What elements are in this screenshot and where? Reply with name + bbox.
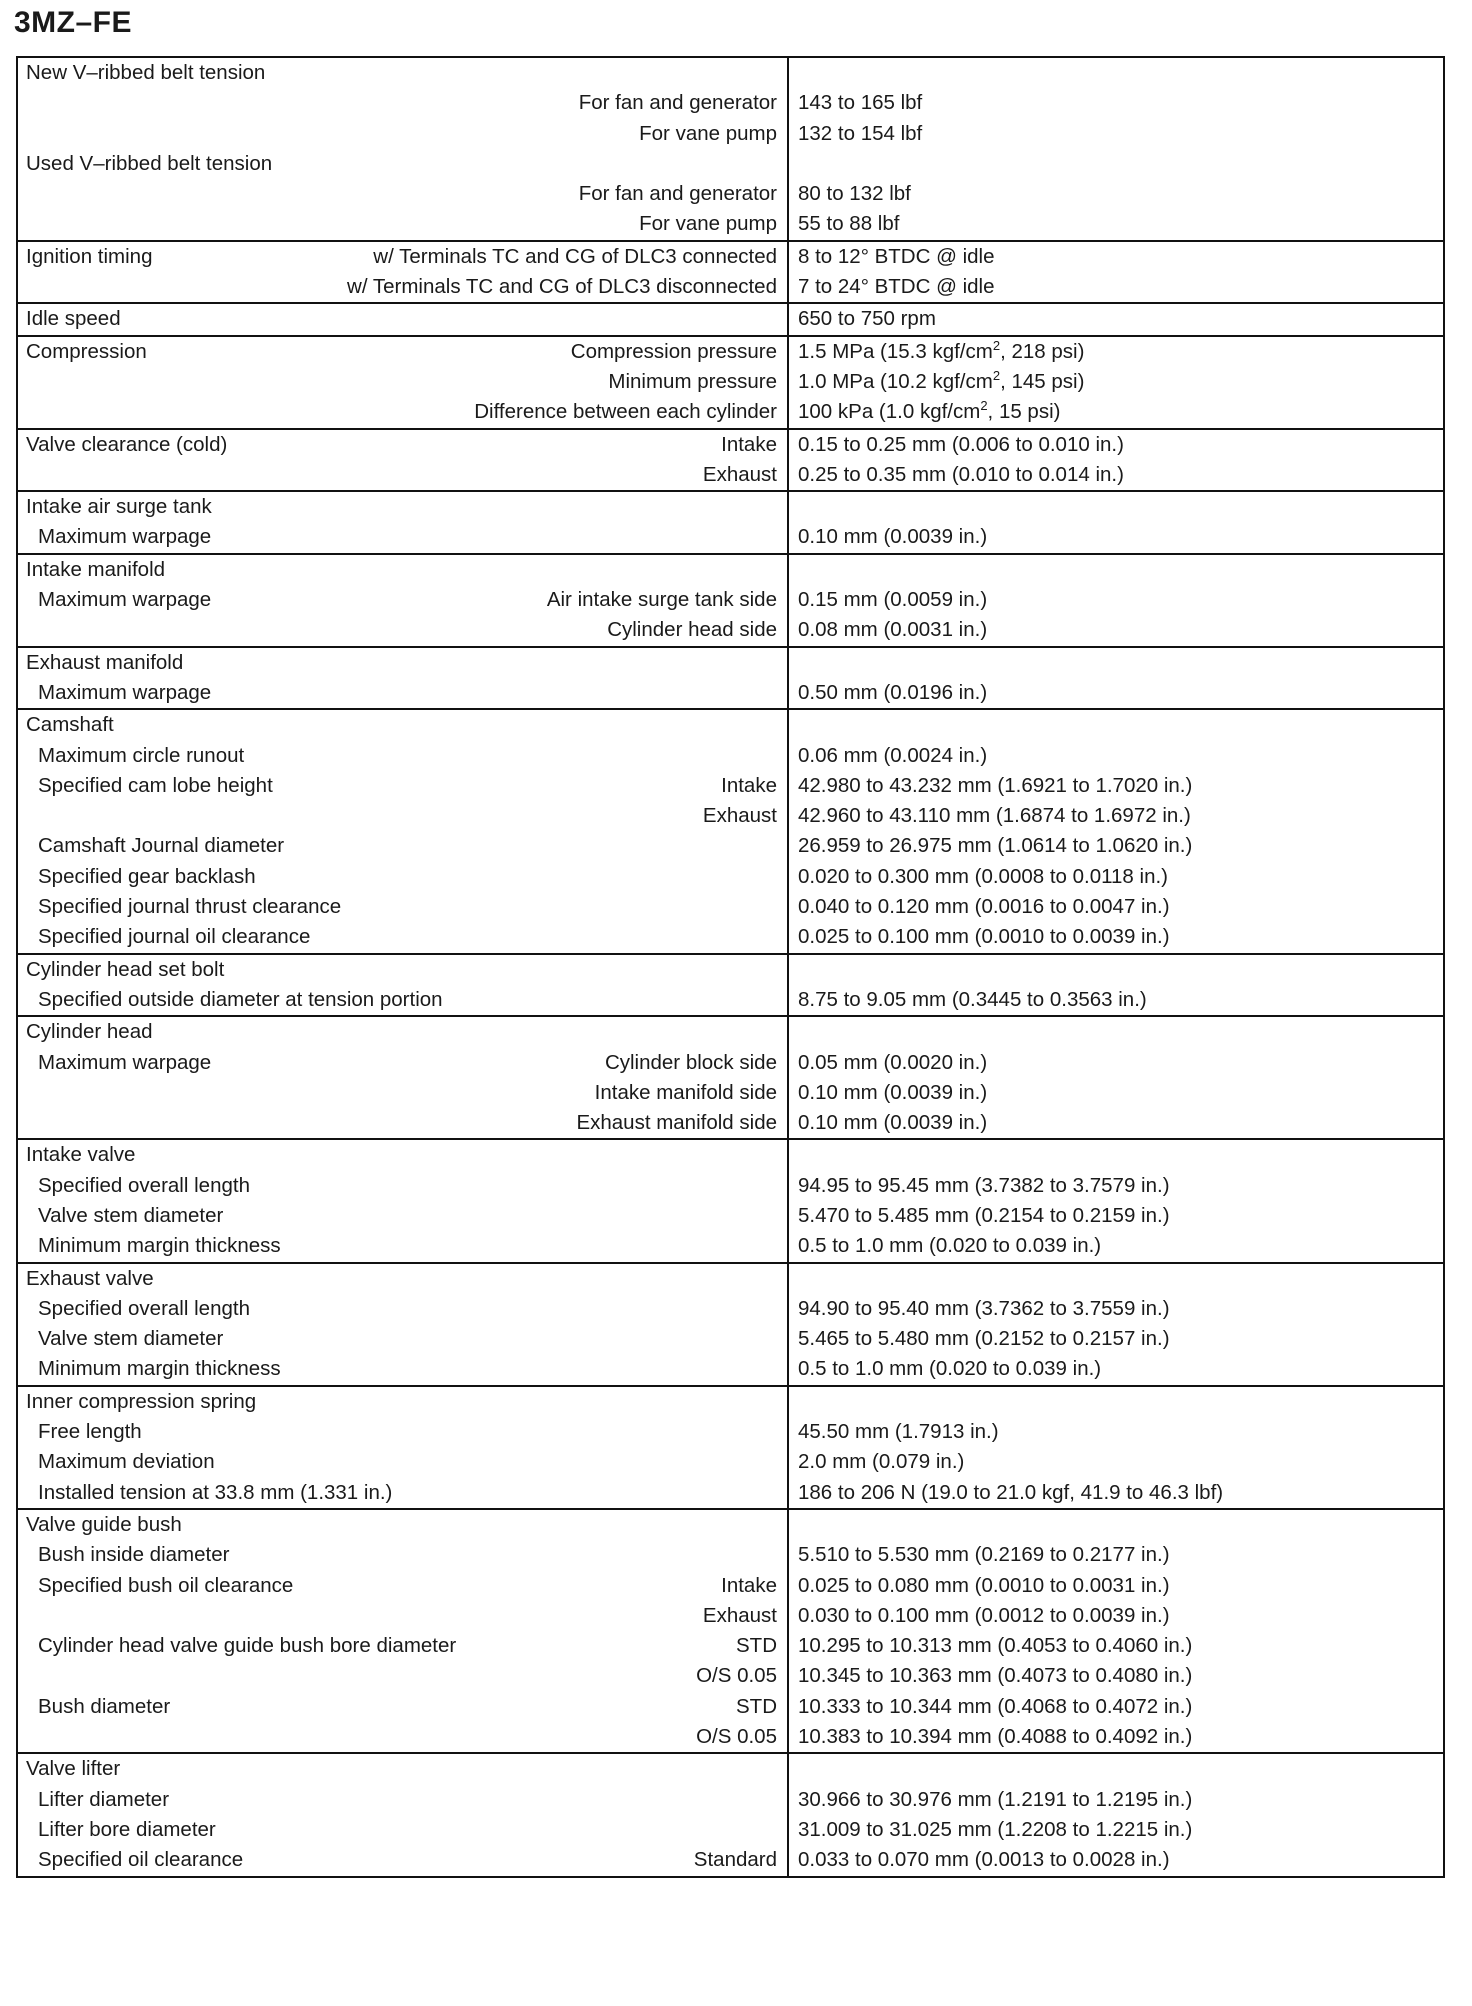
spec-label: Inner compression spring (26, 1389, 257, 1413)
spec-line (18, 522, 787, 552)
spec-group (17, 1139, 1444, 1262)
spec-value-line (789, 1171, 1443, 1201)
spec-label: Intake valve (26, 1143, 136, 1167)
spec-value: 0.50 mm (0.0196 in.) (798, 680, 988, 704)
spec-line (18, 1140, 787, 1170)
spec-value-line (789, 1294, 1443, 1324)
spec-line (18, 955, 787, 985)
spec-group (17, 1753, 1444, 1876)
spec-group (17, 57, 1444, 241)
spec-value-cell (788, 1753, 1444, 1876)
spec-label-cell (17, 491, 788, 554)
spec-value-line (789, 1324, 1443, 1354)
spec-value: 5.470 to 5.485 mm (0.2154 to 0.2159 in.) (798, 1203, 1170, 1227)
spec-condition: Cylinder head side (607, 618, 777, 642)
spec-line (18, 648, 787, 678)
spec-line (18, 1661, 787, 1691)
spec-value-line (789, 367, 1443, 397)
spec-group (17, 1509, 1444, 1753)
spec-line (18, 1387, 787, 1417)
spec-value-line (789, 1108, 1443, 1138)
spec-value: 7 to 24° BTDC @ idle (798, 275, 995, 299)
spec-value-line (789, 585, 1443, 615)
spec-value: 0.05 mm (0.0020 in.) (798, 1050, 988, 1074)
spec-label: Compression (26, 339, 147, 363)
spec-group (17, 709, 1444, 953)
spec-condition: Exhaust manifold side (576, 1111, 777, 1135)
spec-value-cell (788, 954, 1444, 1017)
spec-label-cell (17, 1753, 788, 1876)
spec-label: Valve guide bush (26, 1512, 182, 1536)
spec-value-line (789, 648, 1443, 678)
spec-value: 0.025 to 0.100 mm (0.0010 to 0.0039 in.) (798, 925, 1170, 949)
spec-label: Used V–ribbed belt tension (26, 151, 273, 175)
spec-line (18, 242, 787, 272)
spec-value-line (789, 1845, 1443, 1875)
spec-value: 42.960 to 43.110 mm (1.6874 to 1.6972 in.) (798, 804, 1191, 828)
spec-group (17, 1386, 1444, 1509)
spec-value-cell (788, 491, 1444, 554)
spec-line (18, 1571, 787, 1601)
spec-value-line (789, 430, 1443, 460)
spec-label: Valve lifter (26, 1757, 121, 1781)
spec-value: 186 to 206 N (19.0 to 21.0 kgf, 41.9 to 46.3 lbf) (798, 1480, 1224, 1504)
spec-value-line (789, 119, 1443, 149)
spec-value-cell (788, 709, 1444, 953)
spec-line (18, 1692, 787, 1722)
spec-value-line (789, 1661, 1443, 1691)
spec-line (18, 1201, 787, 1231)
spec-label-cell (17, 241, 788, 304)
spec-value: 10.295 to 10.313 mm (0.4053 to 0.4060 in.) (798, 1634, 1193, 1658)
spec-value-line (789, 1510, 1443, 1540)
spec-group (17, 1016, 1444, 1139)
spec-line (18, 1722, 787, 1752)
spec-line (18, 1108, 787, 1138)
spec-label-cell (17, 554, 788, 647)
spec-value-cell (788, 303, 1444, 335)
spec-label-cell (17, 954, 788, 1017)
spec-line (18, 397, 787, 427)
spec-line (18, 1785, 787, 1815)
spec-value-tail: , 218 psi) (1000, 339, 1085, 363)
spec-value: 0.025 to 0.080 mm (0.0010 to 0.0031 in.) (798, 1573, 1170, 1597)
spec-value-cell (788, 1509, 1444, 1753)
spec-value: 0.033 to 0.070 mm (0.0013 to 0.0028 in.) (798, 1848, 1170, 1872)
spec-value-line (789, 209, 1443, 239)
spec-value: 0.040 to 0.120 mm (0.0016 to 0.0047 in.) (798, 895, 1170, 919)
spec-value-cell (788, 429, 1444, 492)
spec-line (18, 585, 787, 615)
spec-label-cell (17, 1263, 788, 1386)
spec-condition: Intake (721, 1573, 777, 1597)
spec-condition: O/S 0.05 (696, 1725, 777, 1749)
spec-value-line (789, 831, 1443, 861)
spec-value-line (789, 771, 1443, 801)
spec-value: 100 kPa (1.0 kgf/cm (798, 400, 981, 424)
spec-value: 0.020 to 0.300 mm (0.0008 to 0.0118 in.) (798, 864, 1169, 888)
spec-sub-label: Specified overall length (38, 1296, 250, 1320)
spec-value: 0.5 to 1.0 mm (0.020 to 0.039 in.) (798, 1357, 1102, 1381)
spec-value-line (789, 1785, 1443, 1815)
spec-sub-label: Minimum margin thickness (38, 1234, 281, 1258)
spec-line (18, 209, 787, 239)
spec-value-line (789, 678, 1443, 708)
spec-value-line (789, 741, 1443, 771)
spec-line (18, 1294, 787, 1324)
spec-line (18, 88, 787, 118)
spec-value-line (789, 1048, 1443, 1078)
spec-value: 94.95 to 95.45 mm (3.7382 to 3.7579 in.) (798, 1173, 1170, 1197)
spec-value-line (789, 1631, 1443, 1661)
spec-value-cell (788, 336, 1444, 429)
spec-value-line (789, 710, 1443, 740)
spec-line (18, 555, 787, 585)
spec-value: 0.030 to 0.100 mm (0.0012 to 0.0039 in.) (798, 1603, 1170, 1627)
spec-sub-label: Maximum warpage (38, 588, 212, 612)
spec-sub-label: Free length (38, 1420, 142, 1444)
spec-value-cell (788, 1386, 1444, 1509)
spec-condition: For fan and generator (578, 91, 777, 115)
spec-value-line (789, 922, 1443, 952)
spec-line (18, 149, 787, 179)
spec-sub-label: Installed tension at 33.8 mm (1.331 in.) (38, 1480, 393, 1504)
spec-line (18, 58, 787, 88)
spec-line (18, 1324, 787, 1354)
spec-sub-label: Specified bush oil clearance (38, 1573, 294, 1597)
spec-condition: Cylinder block side (604, 1050, 777, 1074)
spec-table (16, 56, 1445, 1878)
spec-line (18, 922, 787, 952)
spec-label: Cylinder head (26, 1020, 153, 1044)
spec-group (17, 336, 1444, 429)
spec-label: Intake air surge tank (26, 495, 212, 519)
spec-value: 0.15 mm (0.0059 in.) (798, 588, 988, 612)
spec-value: 0.08 mm (0.0031 in.) (798, 618, 988, 642)
spec-group (17, 491, 1444, 554)
spec-value-line (789, 985, 1443, 1015)
spec-line (18, 492, 787, 522)
spec-value: 132 to 154 lbf (798, 121, 923, 145)
spec-label-cell (17, 336, 788, 429)
spec-condition: For vane pump (639, 121, 777, 145)
spec-sub-label: Maximum deviation (38, 1450, 215, 1474)
spec-value-line (789, 242, 1443, 272)
spec-value-cell (788, 1263, 1444, 1386)
spec-value-cell (788, 241, 1444, 304)
spec-line (18, 710, 787, 740)
spec-value: 80 to 132 lbf (798, 182, 911, 206)
spec-line (18, 1264, 787, 1294)
spec-label: Cylinder head set bolt (26, 957, 225, 981)
spec-value-line (789, 149, 1443, 179)
spec-value-line (789, 862, 1443, 892)
spec-line (18, 1845, 787, 1875)
spec-line (18, 771, 787, 801)
spec-label-cell (17, 709, 788, 953)
spec-sub-label: Lifter diameter (38, 1787, 170, 1811)
spec-value-line (789, 460, 1443, 490)
spec-value-superscript: 2 (980, 398, 988, 414)
spec-line (18, 1447, 787, 1477)
spec-value-line (789, 955, 1443, 985)
spec-value: 5.465 to 5.480 mm (0.2152 to 0.2157 in.) (798, 1327, 1170, 1351)
spec-line (18, 862, 787, 892)
spec-value: 30.966 to 30.976 mm (1.2191 to 1.2195 in.) (798, 1787, 1193, 1811)
spec-sub-label: Cylinder head valve guide bush bore diameter (38, 1634, 457, 1658)
spec-line (18, 892, 787, 922)
spec-sub-label: Specified oil clearance (38, 1848, 244, 1872)
spec-condition: w/ Terminals TC and CG of DLC3 connected (373, 244, 777, 268)
spec-value: 55 to 88 lbf (798, 212, 900, 236)
spec-value: 0.5 to 1.0 mm (0.020 to 0.039 in.) (798, 1234, 1102, 1258)
spec-line (18, 1417, 787, 1447)
spec-value: 42.980 to 43.232 mm (1.6921 to 1.7020 in.) (798, 773, 1193, 797)
spec-sub-label: Bush inside diameter (38, 1543, 230, 1567)
spec-condition: Standard (693, 1848, 777, 1872)
spec-value-line (789, 1447, 1443, 1477)
spec-line (18, 1078, 787, 1108)
spec-label: Ignition timing (26, 244, 153, 268)
spec-sub-label: Maximum warpage (38, 525, 212, 549)
spec-line (18, 1171, 787, 1201)
spec-value: 1.5 MPa (15.3 kgf/cm (798, 339, 993, 363)
spec-condition: Intake (721, 773, 777, 797)
spec-value-line (789, 397, 1443, 427)
spec-value: 0.15 to 0.25 mm (0.006 to 0.010 in.) (798, 432, 1124, 456)
spec-sub-label: Maximum warpage (38, 1050, 212, 1074)
spec-label: Valve clearance (cold) (26, 432, 228, 456)
spec-sub-label: Maximum warpage (38, 680, 212, 704)
spec-label: Exhaust valve (26, 1266, 154, 1290)
spec-value-line (789, 304, 1443, 334)
spec-value-line (789, 1387, 1443, 1417)
spec-line (18, 1478, 787, 1508)
spec-value: 650 to 750 rpm (798, 307, 936, 331)
spec-sub-label: Minimum margin thickness (38, 1357, 281, 1381)
spec-condition: Difference between each cylinder (474, 400, 777, 424)
spec-label: Idle speed (26, 307, 121, 331)
spec-value: 94.90 to 95.40 mm (3.7362 to 3.7559 in.) (798, 1296, 1170, 1320)
spec-value-cell (788, 1016, 1444, 1139)
spec-sub-label: Specified journal thrust clearance (38, 895, 342, 919)
spec-value: 10.333 to 10.344 mm (0.4068 to 0.4072 in.) (798, 1694, 1193, 1718)
spec-value-line (789, 179, 1443, 209)
spec-line (18, 1815, 787, 1845)
spec-value-tail: , 145 psi) (1000, 369, 1085, 393)
spec-sub-label: Specified overall length (38, 1173, 250, 1197)
spec-condition: Air intake surge tank side (546, 588, 777, 612)
spec-sub-label: Valve stem diameter (38, 1203, 224, 1227)
spec-value-line (789, 1078, 1443, 1108)
spec-value: 31.009 to 31.025 mm (1.2208 to 1.2215 in.) (798, 1817, 1193, 1841)
spec-value: 8 to 12° BTDC @ idle (798, 244, 995, 268)
spec-label-cell (17, 1509, 788, 1753)
spec-value-line (789, 88, 1443, 118)
spec-value-line (789, 1815, 1443, 1845)
spec-label: New V–ribbed belt tension (26, 61, 266, 84)
spec-line (18, 430, 787, 460)
spec-value-line (789, 1601, 1443, 1631)
spec-group (17, 954, 1444, 1017)
spec-condition: STD (736, 1694, 777, 1718)
spec-value-line (789, 555, 1443, 585)
spec-line (18, 1601, 787, 1631)
spec-label-cell (17, 1386, 788, 1509)
spec-line (18, 1017, 787, 1047)
spec-value: 45.50 mm (1.7913 in.) (798, 1420, 999, 1444)
spec-value-superscript: 2 (992, 368, 1001, 384)
spec-line (18, 460, 787, 490)
spec-value-line (789, 1722, 1443, 1752)
spec-value-line (789, 1571, 1443, 1601)
spec-condition: STD (736, 1634, 777, 1658)
spec-sub-label: Specified gear backlash (38, 864, 256, 888)
spec-label-cell (17, 1016, 788, 1139)
spec-value-line (789, 492, 1443, 522)
spec-value-line (789, 272, 1443, 302)
spec-label-cell (17, 1139, 788, 1262)
spec-group (17, 241, 1444, 304)
spec-condition: Minimum pressure (608, 369, 777, 393)
spec-value-line (789, 1231, 1443, 1261)
spec-line (18, 1231, 787, 1261)
spec-condition: For fan and generator (578, 182, 777, 206)
spec-value: 0.10 mm (0.0039 in.) (798, 1111, 988, 1135)
spec-line (18, 179, 787, 209)
spec-condition: Intake (721, 432, 777, 456)
spec-label: Intake manifold (26, 557, 166, 581)
spec-group (17, 429, 1444, 492)
spec-value: 0.10 mm (0.0039 in.) (798, 525, 988, 549)
spec-line (18, 119, 787, 149)
spec-value-line (789, 1692, 1443, 1722)
spec-condition: Intake manifold side (594, 1080, 777, 1104)
page-title: 3MZ–FE (14, 6, 133, 39)
spec-value-line (789, 1201, 1443, 1231)
spec-value: 26.959 to 26.975 mm (1.0614 to 1.0620 in.) (798, 834, 1193, 858)
spec-value: 5.510 to 5.530 mm (0.2169 to 0.2177 in.) (798, 1543, 1170, 1567)
spec-condition: Compression pressure (570, 339, 777, 363)
spec-value-cell (788, 554, 1444, 647)
spec-condition: Exhaust (702, 1603, 777, 1627)
spec-line (18, 337, 787, 367)
spec-value: 8.75 to 9.05 mm (0.3445 to 0.3563 in.) (798, 987, 1147, 1011)
spec-value-superscript: 2 (992, 337, 1001, 353)
spec-condition: w/ Terminals TC and CG of DLC3 disconnected (347, 275, 777, 299)
spec-label-cell (17, 647, 788, 710)
spec-line (18, 1631, 787, 1661)
spec-line (18, 985, 787, 1015)
spec-sub-label: Camshaft Journal diameter (38, 834, 285, 858)
spec-line (18, 1048, 787, 1078)
spec-sub-label: Specified outside diameter at tension portion (38, 987, 443, 1011)
spec-sub-label: Lifter bore diameter (38, 1817, 216, 1841)
spec-sub-label: Valve stem diameter (38, 1327, 224, 1351)
spec-group (17, 1263, 1444, 1386)
spec-line (18, 272, 787, 302)
spec-value-line (789, 1478, 1443, 1508)
spec-value: 0.25 to 0.35 mm (0.010 to 0.014 in.) (798, 462, 1124, 486)
spec-label-cell (17, 303, 788, 335)
spec-line (18, 304, 787, 334)
spec-value-line (789, 1754, 1443, 1784)
spec-value: 1.0 MPa (10.2 kgf/cm (798, 369, 993, 393)
spec-value-cell (788, 647, 1444, 710)
spec-value-cell (788, 57, 1444, 241)
spec-value-line (789, 1540, 1443, 1570)
spec-value-line (789, 1017, 1443, 1047)
spec-value-line (789, 522, 1443, 552)
spec-value-line (789, 337, 1443, 367)
spec-value: 10.345 to 10.363 mm (0.4073 to 0.4080 in.) (798, 1664, 1193, 1688)
spec-value: 143 to 165 lbf (798, 91, 923, 115)
spec-value-line (789, 1264, 1443, 1294)
spec-line (18, 741, 787, 771)
spec-value: 10.383 to 10.394 mm (0.4088 to 0.4092 in.) (798, 1725, 1193, 1749)
spec-value: 2.0 mm (0.079 in.) (798, 1450, 965, 1474)
spec-label: Camshaft (26, 713, 114, 737)
spec-line (18, 801, 787, 831)
spec-line (18, 678, 787, 708)
spec-condition: For vane pump (639, 212, 777, 236)
spec-group (17, 647, 1444, 710)
spec-sub-label: Specified journal oil clearance (38, 925, 311, 949)
spec-value: 0.10 mm (0.0039 in.) (798, 1080, 988, 1104)
spec-sub-label: Specified cam lobe height (38, 773, 273, 797)
spec-line (18, 1540, 787, 1570)
spec-condition: Exhaust (702, 462, 777, 486)
spec-line (18, 831, 787, 861)
spec-line (18, 1354, 787, 1384)
spec-value-line (789, 892, 1443, 922)
spec-condition: O/S 0.05 (696, 1664, 777, 1688)
spec-label-cell (17, 429, 788, 492)
spec-label: Exhaust manifold (26, 650, 184, 674)
spec-group (17, 303, 1444, 335)
spec-value-line (789, 1140, 1443, 1170)
spec-group (17, 554, 1444, 647)
spec-value-cell (788, 1139, 1444, 1262)
spec-sub-label: Bush diameter (38, 1694, 171, 1718)
spec-label-cell (17, 57, 788, 241)
spec-line (18, 1754, 787, 1784)
spec-value-line (789, 58, 1443, 88)
spec-value: 0.06 mm (0.0024 in.) (798, 743, 988, 767)
spec-value-line (789, 801, 1443, 831)
spec-condition: Exhaust (702, 804, 777, 828)
spec-value-tail: , 15 psi) (987, 400, 1061, 424)
spec-value-line (789, 1354, 1443, 1384)
spec-value-line (789, 615, 1443, 645)
spec-line (18, 615, 787, 645)
spec-line (18, 367, 787, 397)
spec-line (18, 1510, 787, 1540)
spec-sub-label: Maximum circle runout (38, 743, 245, 767)
spec-value-line (789, 1417, 1443, 1447)
